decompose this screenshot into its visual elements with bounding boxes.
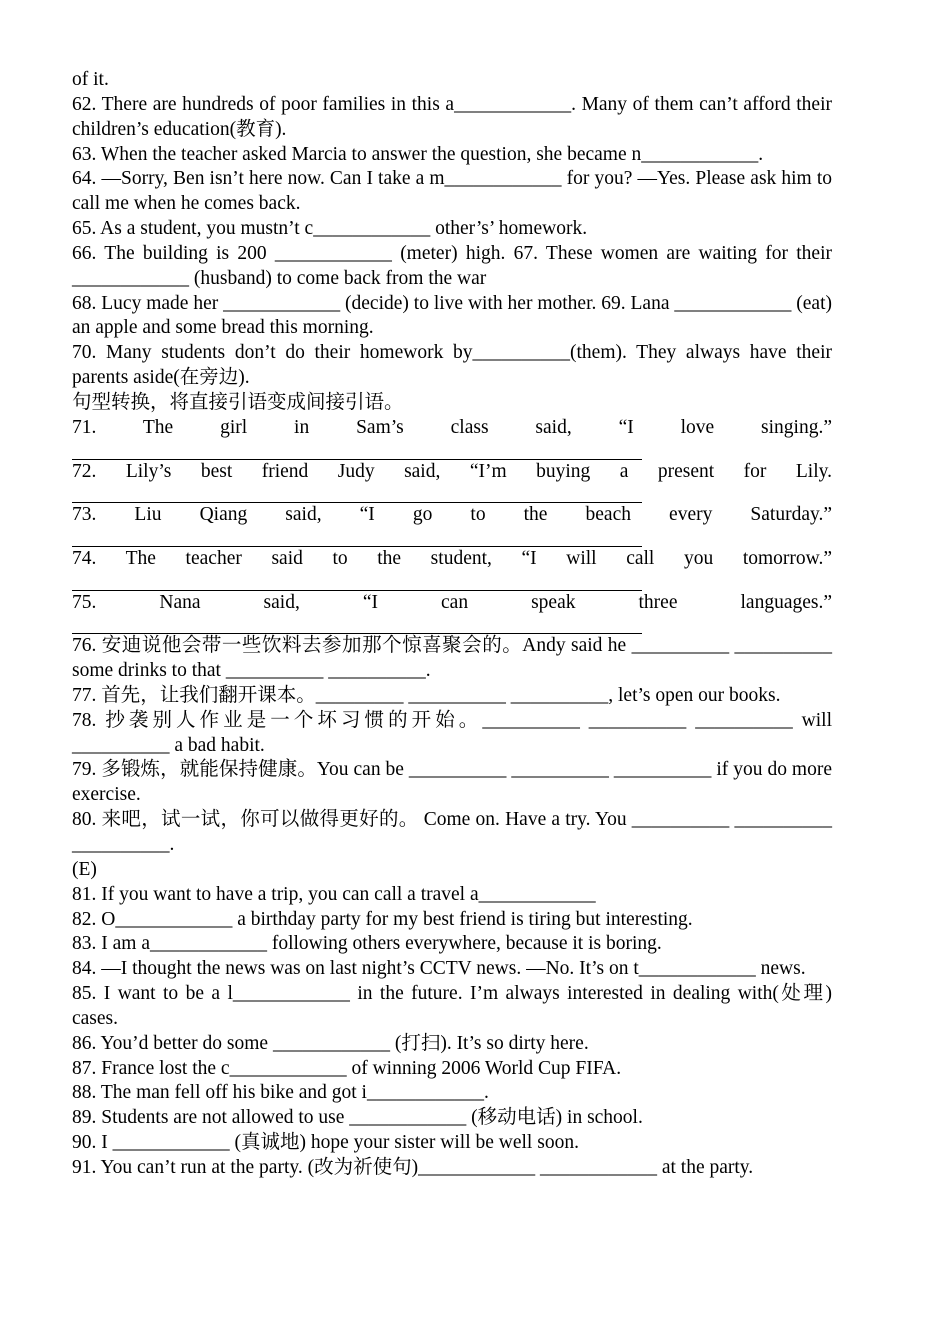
question-text: 88. The man fell off his bike and got i____________. bbox=[72, 1082, 489, 1104]
rewrite-item bbox=[72, 460, 832, 504]
rewrite-item bbox=[72, 416, 832, 460]
question-text: 76. 安迪说他会带一些饮料去参加那个惊喜聚会的。Andy said he __________ __________ some drinks to that __________ __________. bbox=[72, 635, 832, 682]
question-text: 86. You’d better do some ____________ (打扫). It’s so dirty here. bbox=[72, 1032, 589, 1054]
question-text: 79. 多锻炼，就能保持健康。You can be __________ __________ __________ if you do more exercise. bbox=[72, 759, 832, 806]
question-text: 68. Lucy made her ____________ (decide) to live with her mother. 69. Lana ____________ (eat) an apple and some bread this morning. bbox=[72, 292, 832, 339]
question-text: 73. Liu Qiang said, “I go to the beach every Saturday.” bbox=[72, 504, 832, 526]
question-text: 70. Many students don’t do their homework by__________(them). They always have their parents aside(在旁边). bbox=[72, 342, 832, 389]
question-text: 78. 抄袭别人作业是一个坏习惯的开始。__________ __________ __________ will __________ a bad habit. bbox=[72, 709, 832, 756]
rewrite-item bbox=[72, 503, 832, 547]
question-text: 63. When the teacher asked Marcia to answer the question, she became n____________. bbox=[72, 143, 764, 165]
question-text: 81. If you want to have a trip, you can call a travel a____________ bbox=[72, 883, 596, 905]
question-text: 84. —I thought the news was on last night’s CCTV news. —No. It’s on t____________ news. bbox=[72, 958, 806, 980]
question-text: 85. I want to be a l____________ in the future. I’m always interested in dealing with(处理) cases. bbox=[72, 983, 832, 1029]
question-text: 87. France lost the c____________ of winning 2006 World Cup FIFA. bbox=[72, 1057, 622, 1079]
question-text: 77. 首先，让我们翻开课本。_________ __________ __________, let’s open our books. bbox=[72, 684, 781, 706]
question-text: 91. You can’t run at the party. (改为祈使句)____________ ____________ at the party. bbox=[72, 1156, 754, 1178]
question-text: 80. 来吧，试一试，你可以做得更好的。 Come on. Have a try. You __________ __________ __________. bbox=[72, 809, 832, 855]
question-text: 90. I ____________ (真诚地) hope your sister will be well soon. bbox=[72, 1132, 579, 1154]
question-text: 75. Nana said, “I can speak three languages.” bbox=[72, 591, 832, 613]
question-text: 71. The girl in Sam’s class said, “I love singing.” bbox=[72, 416, 832, 438]
question-text: 74. The teacher said to the student, “I will call you tomorrow.” bbox=[72, 547, 832, 569]
question-text: 句型转换，将直接引语变成间接引语。 bbox=[72, 391, 404, 413]
question-text: 83. I am a____________ following others everywhere, because it is boring. bbox=[72, 933, 662, 955]
question-text: 89. Students are not allowed to use ____________ (移动电话) in school. bbox=[72, 1107, 643, 1129]
question-text: of it. bbox=[72, 69, 109, 90]
question-text: 82. O____________ a birthday party for my best friend is tiring but interesting. bbox=[72, 908, 693, 930]
question-text: 66. The building is 200 ____________ (meter) high. 67. These women are waiting for their ____________ (husband) to come back from the war bbox=[72, 242, 832, 289]
rewrite-item bbox=[72, 591, 832, 635]
rewrite-item bbox=[72, 547, 832, 591]
question-text: 65. As a student, you mustn’t c____________ other’s’ homework. bbox=[72, 218, 588, 240]
question-text: 72. Lily’s best friend Judy said, “I’m buying a present for Lily. bbox=[72, 460, 832, 482]
worksheet-body bbox=[72, 68, 832, 1181]
question-text: 62. There are hundreds of poor families in this a____________. Many of them can’t afford their children’s education(教育). bbox=[72, 93, 832, 140]
question-text: (E) bbox=[72, 858, 97, 880]
question-text: 64. —Sorry, Ben isn’t here now. Can I take a m____________ for you? —Yes. Please ask him to call me when he comes back. bbox=[72, 168, 832, 215]
